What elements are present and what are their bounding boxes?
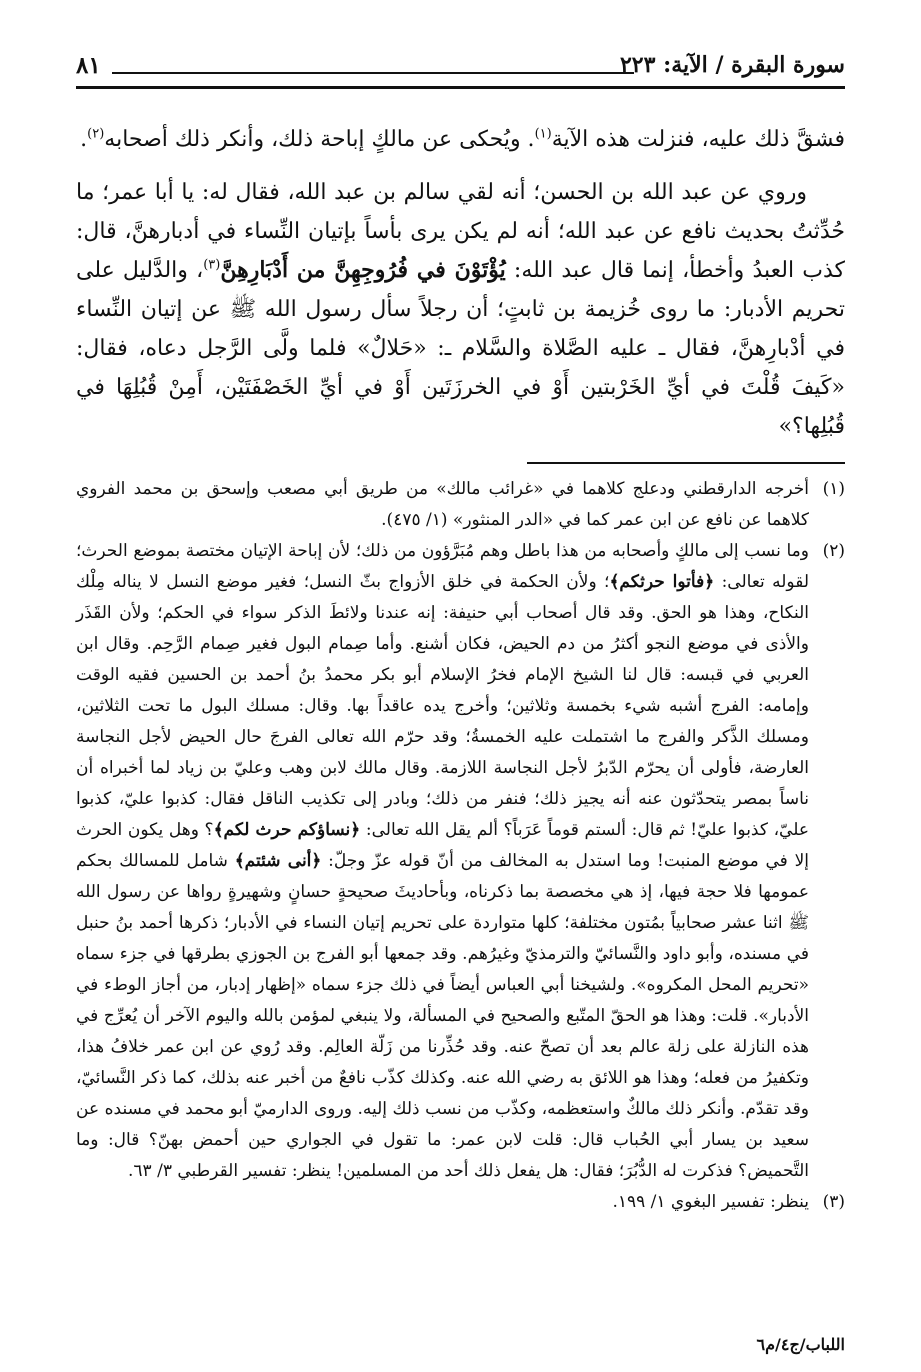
running-header: [76, 46, 845, 86]
main-text: [76, 120, 845, 446]
footnote-3: [76, 1187, 845, 1218]
printer-signature: اللباب/ج٤/م٦: [756, 1335, 845, 1354]
footnote-divider: [527, 462, 845, 464]
quran-citation: ﴿نساؤكم حرث لكم﴾: [213, 820, 361, 840]
footnote-text: أخرجه الدارقطني ودعلج كلاهما في «غرائب مالك» من طريق أبي مصعب وإسحق بن محمد الفروي كلاهما عن نافع عن ابن عمر كما في «الدر المنثور» (١/ ٤٧٥).: [76, 479, 809, 530]
footnotes: [76, 474, 845, 1218]
quran-verse: يُؤْتَوْنَ في فُرُوجِهِنَّ من أَدْبَارِهِنَّ: [220, 257, 506, 283]
chapter-verse-title: سورة البقرة / الآية: ٢٢٣: [619, 52, 845, 78]
header-rule: [76, 86, 845, 89]
footnote-2: [76, 536, 845, 1187]
quran-citation: ﴿أنى شئتم﴾: [234, 851, 322, 871]
paragraph-1-text: فشقَّ ذلك عليه، فنزلت هذه الآية: [551, 127, 845, 152]
footnote-ref-3[interactable]: (٣): [203, 257, 221, 273]
footnote-ref-1[interactable]: (١): [534, 126, 552, 142]
footnote-text-part: ؟ وهل يكون الحرث إلا في موضع المنبت! وما استدل به المخالف من أنّ قوله عزّ وجلّ:: [76, 820, 809, 871]
footnote-ref-2[interactable]: (٢): [87, 126, 105, 142]
footnote-text-part: ؛ ولأن الحكمة في خلق الأزواج بثّ النسل؛ فغير موضع النسل لا يناله مِلْك النكاح، وهذا هو الحق. وقد قال أصحاب أبي حنيفة: إنه عندنا ولائطَ الذكر سواء في الحكم؛ ولأن القَذَر والأذى في موضع النجو أكثرُ من دم الحيض، فكان أشنع. وأما صِمام البول فغير صِمام الرَّحِم. وقال ابن العربي في قبسه: قال لنا الشيخ الإمام فخرُ الإسلام أبو بكر محمدُ بنُ أحمد بن الحسين فقيه الوقت وإمامه: الفرج أشبه شيء بخمسة وثلاثين؛ وأخرج يده عاقداً بها. وقال: مسلك البول ما تحت الثلاثين، ومسلك الذَّكر والفرج ما اشتملت عليه الخمسةُ؛ وقد حرّم الله تعالى الفرجَ حال الحيض لأجل النجاسة العارضة، فأولى أن يحرّم الدّبرُ لأجل النجاسة اللازمة. وقال مالك لابن وهب وعليّ بن زياد لما أخبراه أن ناساً بمصر يتحدّثون عنه أنه يجيز ذلك؛ فنفر من ذلك؛ وبادر إلى تكذيب الناقل فقال: كذبوا عليّ، كذبوا عليّ، كذبوا عليّ! ثم قال: ألستم قوماً عَرَباً؟ ألم يقل الله تعالى:: [76, 572, 809, 840]
quran-citation: ﴿فأتوا حرثكم﴾: [609, 572, 715, 592]
paragraph-2: [76, 173, 845, 446]
footnote-text: ينظر: تفسير البغوي ١/ ١٩٩.: [612, 1192, 809, 1212]
header-rule-short: [112, 72, 634, 74]
footnote-text-part: شامل للمسالك بحكم عمومها فلا حجة فيها، إذ هي مخصصة بما ذكرناه، وبأحاديثَ صحيحةٍ حسانٍ وشهيرةٍ رواها عن رسول الله ﷺ اثنا عشر صحابياً بمُتون مختلفة؛ كلها متواردة على تحريم إتيان النساء في الأدبار؛ ذكرها أحمد بنُ حنبل في مسنده، وأبو داود والنَّسائيّ والترمذيّ وغيرُهم. وقد جمعها أبو الفرج بن الجوزي بطرقها في جزء سماه «تحريم المحل المكروه». ولشيخنا أبي العباس أيضاً في ذلك جزء سماه «إظهار إدبار، من أجاز الوطء في الأدبار». قلت: وهذا هو الحقّ المتّبع والصحيح في المسألة، ولا ينبغي لمؤمن بالله واليوم الآخر أن يُعرِّج في هذه النازلة على زلة عالم بعد أن تصحّ عنه. وقد حُذِّرنا من زَلّة العالِم. وقد رُوي عن ابن عمر خلافُ هذا، وتكفيرُ من فعله؛ وهذا هو اللائق به رضي الله عنه. وكذلك كذّب نافعٌ من أخبر عنه بذلك، كما ذكر النَّسائيّ، وقد تقدّم. وأنكر ذلك مالكٌ واستعظمه، وكذّب من نسب ذلك إليه. وروى الدارميّ أبو محمد في مسنده عن سعيد بن يسار أبي الحُباب قال: قلت لابن عمر: ما تقول في الجواري حين أحمض بهنّ؟ قال: وما التَّحميض؟ فذكرت له الدُّبُرَ؛ فقال: هل يفعل ذلك أحد من المسلمين! ينظر: تفسير القرطبي ٣/ ٦٣.: [76, 851, 809, 1181]
footnote-number: (١): [822, 479, 845, 499]
footnote-text-part: وما نسب إلى مالكٍ وأصحابه من هذا باطل وهم مُبَرَّؤون من ذلك؛ لأن إباحة الإتيان مختصة بموضع الحرث؛ لقوله تعالى:: [76, 541, 809, 592]
footnote-1: [76, 474, 845, 536]
footnote-text: [76, 536, 809, 1187]
paragraph-2-text-2: ، والدَّليل على تحريم الأدبار: ما روى خُزيمة بن ثابتٍ؛ أن رجلاً سأل رسول الله ﷺ عن إتيان النِّساء في أدْبارِهنَّ، فقال ـ عليه الصَّلاة والسَّلام ـ: «حَلالٌ» فلما ولَّى الرَّجل دعاه، فقال: «كَيفَ قُلْتَ في أيِّ الخَرْبتين أَوْ في الخرزَتَين أَوْ في أيِّ الخَصْفَتَيْن، أَمِنْ قُبُلِهَا في قُبُلِها؟»: [76, 258, 845, 439]
paragraph-1-text-2: . ويُحكى عن مالكٍ إباحة ذلك، وأنكر ذلك أصحابه: [104, 127, 535, 152]
paragraph-2-text: وروي عن عبد الله بن الحسن؛ أنه لقي سالم بن عبد الله، فقال له: يا أبا عمر؛ ما حُدِّثتُ بحديث نافع عن عبد الله؛ أنه لم يكن يرى بأساً بإتيان النِّساء في أدبارهنَّ، قال: كذب العبدُ وأخطأ، إنما قال عبد الله:: [76, 180, 845, 283]
footnote-number: (٢): [822, 541, 845, 561]
footnote-number: (٣): [822, 1192, 845, 1212]
page-number: ٨١: [76, 52, 101, 79]
paragraph-1-text-3: .: [80, 127, 88, 152]
paragraph-1: [76, 120, 845, 159]
